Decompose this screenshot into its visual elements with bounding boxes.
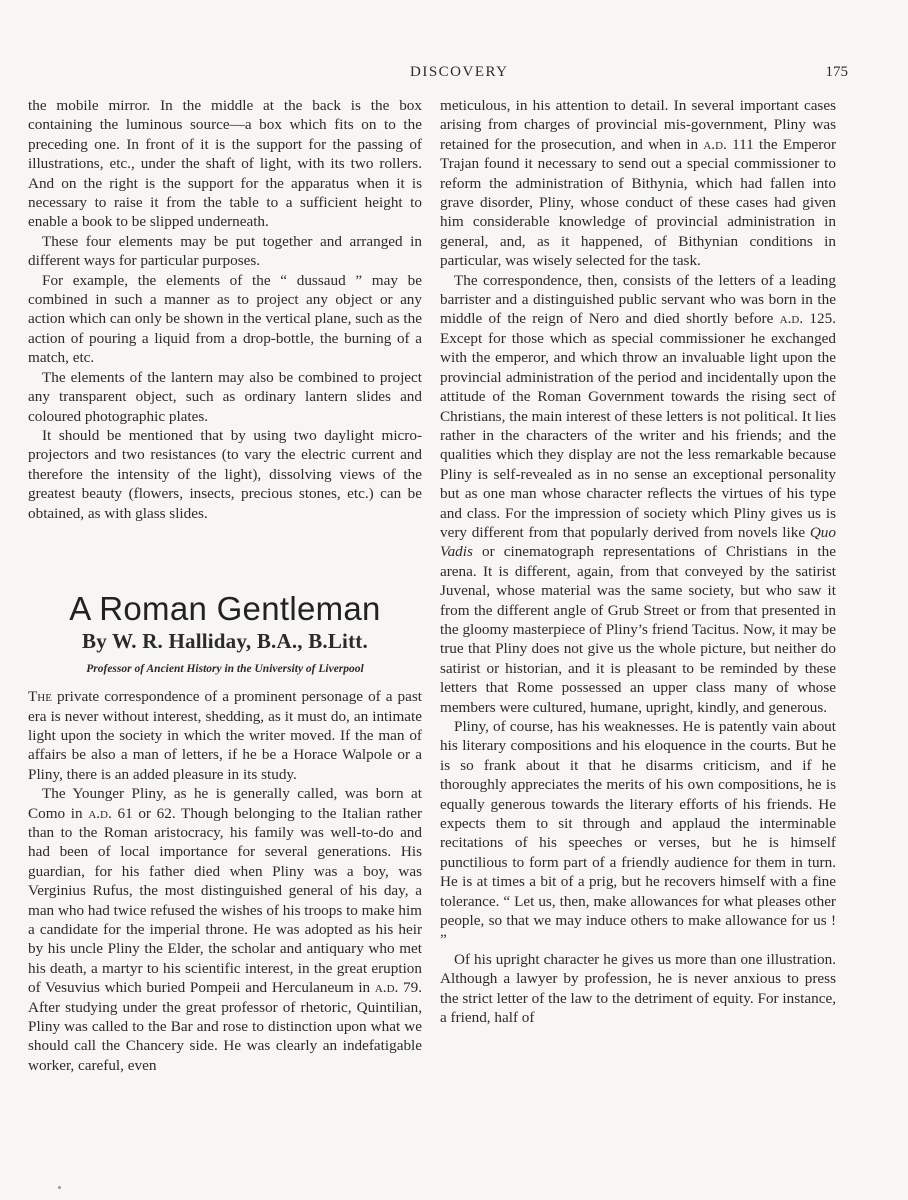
- article-title: A Roman Gentleman: [69, 589, 381, 627]
- page-number: 175: [825, 64, 848, 80]
- paragraph: The Younger Pliny, as he is generally called, was born at Como in a.d. 61 or 62. Though belonging to the Italian rather than to the Roman aristocracy, his family was well-to-do and had been of local importance for several generations. His guardian, for his father died when Pliny was a boy, was Verginius Rufus, the most distinguished general of his day, a man who had twice refused the wishes of his troops to make him a candidate for the imperial throne. He was adopted as his heir by his uncle Pliny the Elder, the scholar and antiquary who met his death, a martyr to his scientific interest, in the great eruption of Vesuvius which buried Pompeii and Herculaneum in a.d. 79. After studying under the great professor of rhetoric, Quintilian, Pliny was called to the Bar and rose to distinction upon what we should call the Chancery side. He was clearly an indefatigable worker, careful, even: [28, 785, 423, 1074]
- author-affiliation: Professor of Ancient History in the University of Liverpool: [86, 662, 364, 675]
- era-abbrev: a.d.: [703, 135, 727, 153]
- era-abbrev: a.d.: [779, 310, 804, 328]
- paragraph: The correspondence, then, consists of the letters of a leading barrister and a distinguished public servant who was born in the middle of the reign of Nero and died shortly before a.d. 125. Except for those which as special commissioner he exchanged with the emperor, and which throw an invaluable light upon the provincial administration of the period and incidentally upon the attitude of the Roman Government towards the rising sect of Christians, the main interest of these letters is not political. It lies rather in the characters of the writer and his friends; and the qualities which they display are not the less remarkable because Pliny is self-revealed as in no sense an exceptional personality but as one man whose character reflects the virtues of his type and class. For the impression of society which Pliny gives us is very different from that popularly derived from novels like Quo Vadis or cinematograph representations of Christians in the arena. It is different, again, from that conveyed by the satirist Juvenal, whose material was the same society, but who saw it from the different angle of Grub Street or from that presented in the gloomy masterpiece of Pliny’s friend Tacitus. Now, it may be true that Pliny does not give us the whole picture, but neither do satirist or historian, and it is pleasant to be reminded by these letters that Rome possessed an upper class many of whose members were cultured, humane, upright, kindly, and generous.: [440, 271, 837, 716]
- paragraph: Of his upright character he gives us more than one illustration. Although a lawyer by profession, he is never anxious to press the strict letter of the law to the detriment of equity. For instance, a friend, half of: [440, 950, 836, 1027]
- era-abbrev: a.d.: [374, 979, 399, 997]
- paragraph: meticulous, in his attention to detail. In several important cases arising from charges of provincial mis-government, Pliny was retained for the prosecution, and when in a.d. 111 the Emperor Trajan found it necessary to send out a special commissioner to reform the administration of Bithynia, which had fallen into grave disorder, Pliny, whose conduct of these cases had given him considerable knowledge of provincial administration in general, and, as it happened, of Bithynian conditions in particular, was wisely selected for the task.: [440, 97, 836, 270]
- paragraph: These four elements may be put together and arranged in different ways for particular purposes.: [28, 232, 422, 270]
- book-title: Quo Vadis: [440, 523, 836, 561]
- era-abbrev: a.d.: [88, 804, 112, 822]
- paragraph: The elements of the lantern may also be combined to project any transparent object, such as ordinary lantern slides and coloured photographic plates.: [28, 368, 422, 425]
- paragraph: Pliny, of course, has his weaknesses. He is patently vain about his literary compositions and his eloquence in the courts. But he is so frank about it that he disarms criticism, and if he thoroughly appreciates the merits of his own compositions, he is equally generous towards the literary efforts of his friends. He expects them to sit through and applaud the interminable recitations of his speeches or verses, but he is himself punctilious to form part of a friendly audience for them in turn. He is at times a bit of a prig, but he recovers himself with a fine tolerance. “ Let us, then, make allowances for what pleases other people, so that we may induce others to make allowance for us ! ”: [440, 718, 836, 949]
- paragraph: The private correspondence of a prominent personage of a past era is never without interest, shedding, as it must do, an intimate light upon the society in which the writer moved. If the man of affairs be also a man of letters, if he be a Horace Walpole or a Pliny, there is an added pleasure in its study.: [28, 688, 422, 783]
- paragraph: the mobile mirror. In the middle at the back is the box containing the luminous source—a box which fits on to the preceding one. In front of it is the support for the passing of illustrations, etc., under the shaft of light, with its two rollers. And on the right is the support for the apparatus when it is necessary to raise it from the table to a sufficient height to enable a book to be slipped underneath.: [28, 97, 422, 231]
- page-speck: [58, 1186, 61, 1189]
- lead-word: The: [28, 688, 52, 706]
- page-header: [28, 64, 848, 88]
- article-byline: By W. R. Halliday, B.A., B.Litt.: [82, 629, 368, 654]
- left-column: [28, 96, 422, 1075]
- right-column: [440, 96, 836, 1028]
- paragraph: It should be mentioned that by using two daylight micro-projectors and two resistances (to vary the electric current and therefore the intensity of the light), dissolving views of the greatest beauty (flowers, insects, precious stones, etc.) can be obtained, as with glass slides.: [28, 426, 422, 522]
- running-title: DISCOVERY: [410, 64, 509, 80]
- paragraph: For example, the elements of the “ dussaud ” may be combined in such a manner as to project any object or any action which can only be shown in the vertical plane, such as the action of pouring a liquid from a drop-bottle, the burning of a match, etc.: [28, 271, 422, 367]
